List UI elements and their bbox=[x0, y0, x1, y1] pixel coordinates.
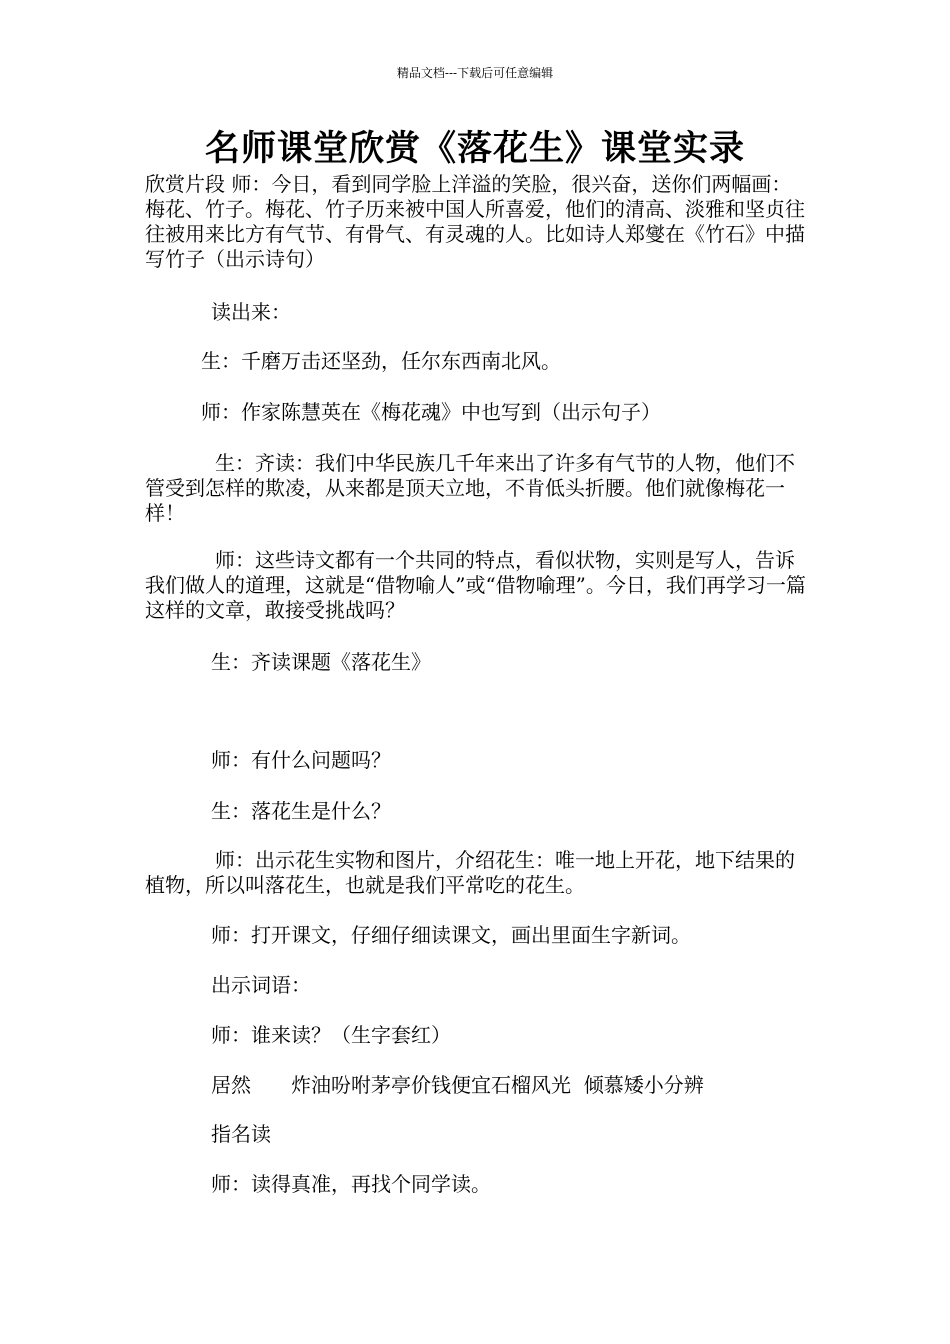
page-header: 精品文档---下载后可任意编辑 bbox=[396, 66, 554, 80]
paragraph: 师：作家陈慧英在《梅花魂》中也写到（出示句子） bbox=[201, 400, 661, 424]
paragraph: 生：落花生是什么？ bbox=[211, 799, 391, 823]
paragraph: 生：齐读：我们中华民族几千年来出了许多有气节的人物，他们不管受到怎样的欺凌，从来都是顶天立地，不肯低头折腰。他们就像梅花一样！ bbox=[145, 451, 795, 525]
paragraph: 读出来： bbox=[211, 300, 291, 324]
paragraph: 师：读得真准，再找个同学读。 bbox=[211, 1172, 491, 1196]
paragraph: 生：齐读课题《落花生》 bbox=[211, 650, 431, 674]
paragraph: 师：这些诗文都有一个共同的特点，看似状物，实则是写人，告诉我们做人的道理，这就是“借物喻人”或“借物喻理”。今日，我们再学习一篇这样的文章，敢接受挑战吗？ bbox=[145, 548, 806, 622]
paragraph: 出示词语： bbox=[211, 973, 311, 997]
paragraph-intro: 欣赏片段 师：今日，看到同学脸上洋溢的笑脸，很兴奋，送你们两幅画：梅花、竹子。梅花、竹子历来被中国人所喜爱，他们的清高、淡雅和坚贞往往被用来比方有气节、有骨气、有灵魂的人。比如诗人郑燮在《竹石》中描写竹子（出示诗句） bbox=[145, 172, 805, 271]
paragraph: 师：谁来读？（生字套红） bbox=[211, 1023, 451, 1047]
document-title: 名师课堂欣赏《落花生》课堂实录 bbox=[204, 128, 745, 169]
paragraph: 师：打开课文，仔细仔细读课文，画出里面生字新词。 bbox=[211, 923, 691, 947]
paragraph: 师：出示花生实物和图片，介绍花生：唯一地上开花，地下结果的植物，所以叫落花生，也就是我们平常吃的花生。 bbox=[145, 848, 795, 897]
paragraph: 指名读 bbox=[211, 1122, 271, 1146]
paragraph: 师：有什么问题吗？ bbox=[211, 748, 391, 772]
paragraph: 生：千磨万击还坚劲，任尔东西南北风。 bbox=[201, 349, 561, 373]
paragraph: 居然 炸油吩咐茅亭价钱便宜石榴风光 倾慕矮小分辨 bbox=[211, 1073, 704, 1097]
